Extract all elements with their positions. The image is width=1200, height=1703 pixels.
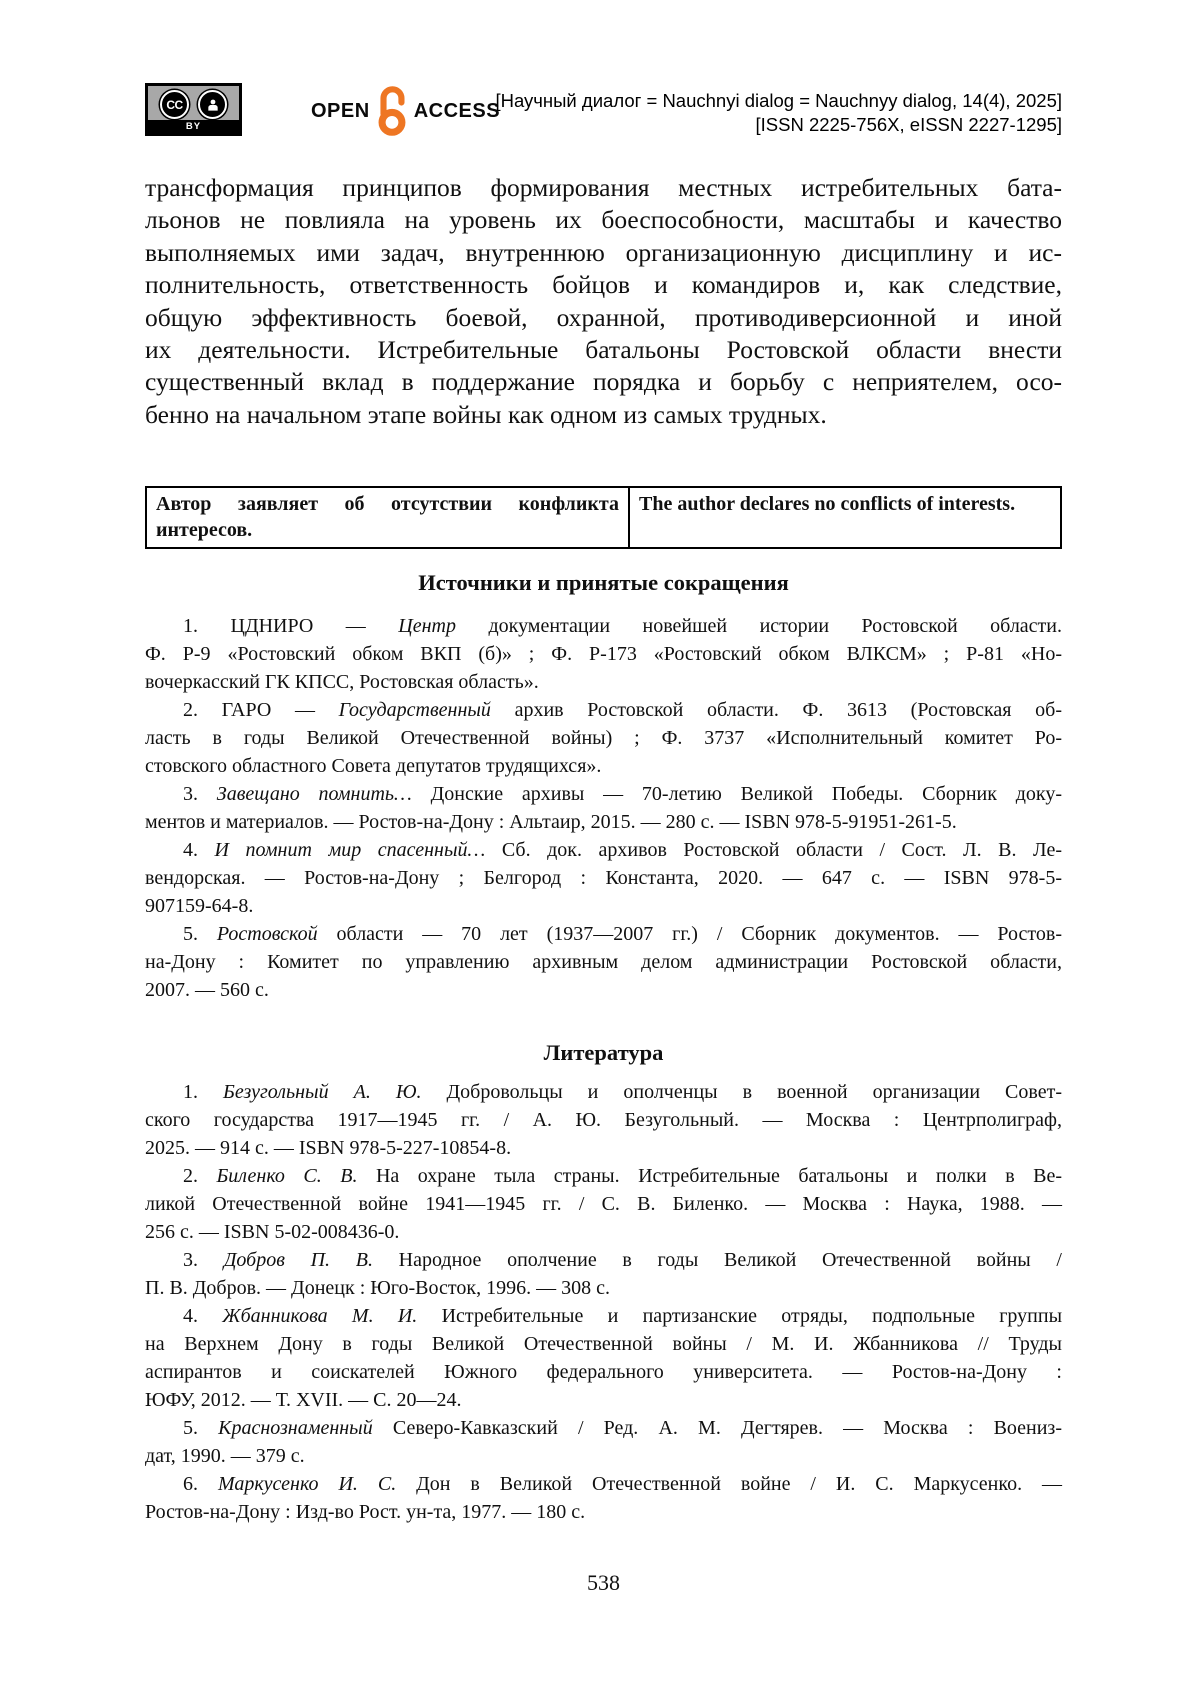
reference-line [145, 1274, 1062, 1302]
reference-text-segment: ласть в годы Великой Отечественной войны) ; Ф. 3737 «Исполнительный комитет Ро- [145, 727, 1062, 749]
paragraph-line: общую эффективность боевой, охранной, противодиверсионной и иной [145, 302, 1062, 332]
reference-text-segment: Ф. Р-9 «Ростовский обком ВКП (б)» ; Ф. Р-173 «Ростовский обком ВЛКСМ» ; Р-81 «Но- [145, 643, 1062, 665]
reference-text-segment: 2. ГАРО — [183, 699, 339, 721]
reference-text-segment: Народное ополчение в годы Великой Отечественной войны / [372, 1249, 1062, 1271]
reference-text-segment: архив Ростовской области. Ф. 3613 (Ростовская об- [490, 699, 1063, 721]
conflict-statement-ru [146, 487, 629, 548]
reference-line [145, 920, 1062, 948]
reference-text-segment: 2025. — 914 с. — ISBN 978-5-227-10854-8. [145, 1137, 512, 1159]
conflict-table-row [146, 487, 1061, 548]
reference-item [145, 920, 1062, 1004]
reference-text-segment: ликой Отечественной войне 1941—1945 гг. / С. В. Биленко. — Москва : Наука, 1988. — [145, 1193, 1062, 1215]
reference-text-segment: 3. [183, 783, 217, 805]
reference-line [145, 696, 1062, 724]
cc-by-license-badge [145, 83, 242, 136]
reference-text-segment: 2007. — 560 с. [145, 979, 269, 1001]
paragraph-line: выполняемых ими задач, внутреннюю организационную дисциплину и ис- [145, 237, 1062, 267]
reference-line [145, 1442, 1062, 1470]
reference-text-segment: Дон в Великой Отечественной войне / И. С. Маркусенко. — [396, 1473, 1063, 1495]
reference-text-segment: 2. [183, 1165, 217, 1187]
reference-item [145, 1302, 1062, 1414]
reference-text-segment: 5. [183, 1417, 219, 1439]
reference-line [145, 892, 1062, 920]
reference-line [145, 1386, 1062, 1414]
reference-text-segment: 1. ЦДНИРО — [183, 615, 399, 637]
reference-text-segment: ЮФУ, 2012. — Т. XVII. — С. 20—24. [145, 1389, 462, 1411]
reference-line [145, 640, 1062, 668]
reference-line [145, 1162, 1062, 1190]
body-paragraph [145, 172, 1062, 431]
reference-item [145, 696, 1062, 780]
reference-line [145, 1498, 1062, 1526]
paragraph-line: трансформация принципов формирования местных истребительных бата- [145, 173, 1062, 202]
reference-italic-segment: Центр [398, 615, 456, 637]
reference-italic-segment: Государственный [338, 699, 491, 721]
reference-italic-segment: Краснознаменный [218, 1417, 373, 1439]
reference-item [145, 836, 1062, 920]
reference-line [145, 1470, 1062, 1498]
reference-text-segment: ментов и материалов. — Ростов-на-Дону : Альтаир, 2015. — 280 с. — ISBN 978-5-91951-261-5. [145, 811, 957, 833]
reference-line [145, 752, 1062, 780]
reference-italic-segment: Маркусенко И. С. [217, 1473, 397, 1495]
reference-text-segment: области — 70 лет (1937—2007 гг.) / Сборник документов. — Ростов- [317, 923, 1062, 945]
sources-list [145, 612, 1062, 1004]
reference-item [145, 1470, 1062, 1526]
sources-heading: Источники и принятые сокращения [418, 570, 789, 595]
reference-line [145, 864, 1062, 892]
reference-italic-segment: Безугольный А. Ю. [223, 1081, 422, 1103]
reference-text-segment: 3. [183, 1249, 224, 1271]
reference-line [145, 668, 1062, 696]
reference-text-segment: Истребительные и партизанские отряды, подпольные группы [417, 1305, 1063, 1327]
reference-line [145, 1106, 1062, 1134]
reference-text-segment: на Верхнем Дону в годы Великой Отечественной войны / М. И. Жбанникова // Труды [145, 1333, 1062, 1355]
reference-line [145, 1414, 1062, 1442]
reference-text-segment: 5. [183, 923, 217, 945]
reference-text-segment: 1. [183, 1081, 224, 1103]
reference-text-segment: Ростов-на-Дону : Изд-во Рост. ун-та, 1977. — 180 с. [145, 1501, 586, 1523]
reference-line [145, 948, 1062, 976]
attribution-person-icon [198, 90, 227, 119]
paragraph-line: полнительность, ответственность бойцов и командиров и, как следствие, [145, 270, 1062, 300]
reference-text-segment: 6. [183, 1473, 218, 1495]
conflict-statement-en [629, 487, 1061, 548]
open-lock-icon [375, 85, 409, 137]
paragraph-line: льонов не повлияла на уровень их боеспособности, масштабы и качество [145, 205, 1062, 235]
table-cell-line: интересов. [156, 518, 253, 541]
reference-line [145, 1190, 1062, 1218]
reference-italic-segment: Добров П. В. [223, 1249, 373, 1271]
reference-text-segment: 907159-64-8. [145, 895, 254, 917]
literature-list [145, 1078, 1062, 1526]
reference-text-segment: 4. [183, 839, 215, 861]
reference-text-segment: 256 с. — ISBN 5-02-008436-0. [145, 1221, 400, 1243]
reference-line [145, 612, 1062, 640]
table-cell-line: The author declares no conflicts of interests. [639, 493, 1016, 515]
journal-issn-line: [ISSN 2225-756X, eISSN 2227-1295] [755, 113, 1062, 135]
reference-text-segment: ского государства 1917—1945 гг. / А. Ю. Безугольный. — Москва : Центрполиграф, [145, 1109, 1062, 1131]
table-cell-line: Автор заявляет об отсутствии конфликта [156, 493, 619, 515]
reference-line [145, 1358, 1062, 1386]
reference-line [145, 1078, 1062, 1106]
cc-badge-icons [148, 90, 239, 119]
reference-text-segment: документации новейшей истории Ростовской области. [455, 615, 1062, 637]
reference-text-segment: Сб. док. архивов Ростовской области / Сост. Л. В. Ле- [485, 839, 1062, 861]
reference-item [145, 1162, 1062, 1246]
conflict-of-interest-table [145, 486, 1062, 549]
page-number: 538 [587, 1570, 620, 1595]
reference-line [145, 724, 1062, 752]
reference-line [145, 1302, 1062, 1330]
reference-line [145, 1134, 1062, 1162]
reference-italic-segment: Биленко С. В. [216, 1165, 358, 1187]
reference-text-segment: 4. [183, 1305, 223, 1327]
reference-item [145, 1078, 1062, 1162]
reference-italic-segment: И помнит мир спасенный… [214, 839, 486, 861]
reference-text-segment: Добровольцы и ополченцы в военной организации Совет- [421, 1081, 1062, 1103]
reference-italic-segment: Ростовской [216, 923, 318, 945]
journal-title-line: [Научный диалог = Nauchnyi dialog = Nauchnyy dialog, 14(4), 2025] [495, 90, 1062, 111]
reference-line [145, 1246, 1062, 1274]
reference-line [145, 808, 1062, 836]
reference-line [145, 836, 1062, 864]
reference-italic-segment: Жбанникова М. И. [222, 1305, 418, 1327]
reference-text-segment: П. В. Добров. — Донецк : Юго-Восток, 1996. — 308 с. [145, 1277, 610, 1299]
cc-icon [160, 90, 189, 119]
paragraph-line: бенно на начальном этапе войны как одном из самых трудных. [145, 399, 827, 429]
cc-by-label: BY [148, 120, 239, 133]
reference-line [145, 1330, 1062, 1358]
reference-text-segment: на-Дону : Комитет по управлению архивным делом администрации Ростовской области, [145, 951, 1062, 973]
reference-text-segment: аспирантов и соискателей Южного федерального университета. — Ростов-на-Дону : [145, 1361, 1062, 1383]
reference-italic-segment: Завещано помнить… [216, 783, 412, 805]
reference-line [145, 780, 1062, 808]
page-header [145, 80, 1062, 142]
reference-item [145, 1414, 1062, 1470]
reference-text-segment: Северо-Кавказский / Ред. А. М. Дегтярев. — Москва : Воениз- [372, 1417, 1062, 1439]
reference-item [145, 612, 1062, 696]
reference-text-segment: вочеркасский ГК КПСС, Ростовская область». [145, 671, 539, 693]
paragraph-line: их деятельности. Истребительные батальоны Ростовской области внести [145, 335, 1062, 365]
reference-item [145, 1246, 1062, 1302]
reference-text-segment: дат, 1990. — 379 с. [145, 1445, 305, 1467]
literature-heading: Литература [543, 1040, 664, 1065]
reference-line [145, 1218, 1062, 1246]
paragraph-line: существенный вклад в поддержание порядка и борьбу с неприятелем, осо- [145, 367, 1062, 397]
journal-citation [495, 89, 1062, 136]
open-access-open-label: OPEN [311, 99, 370, 122]
open-access-access-label: ACCESS [413, 99, 501, 122]
reference-text-segment: Донские архивы — 70-летию Великой Победы. Сборник доку- [411, 783, 1063, 805]
open-access-logo [311, 80, 500, 142]
reference-text-segment: На охране тыла страны. Истребительные батальоны и полки в Ве- [357, 1165, 1063, 1187]
reference-text-segment: вендорская. — Ростов-на-Дону ; Белгород : Константа, 2020. — 647 с. — ISBN 978-5- [145, 867, 1062, 889]
cc-icon-label: CC [166, 97, 183, 112]
reference-text-segment: стовского областного Совета депутатов трудящихся». [145, 755, 602, 777]
reference-item [145, 780, 1062, 836]
reference-line [145, 976, 1062, 1004]
